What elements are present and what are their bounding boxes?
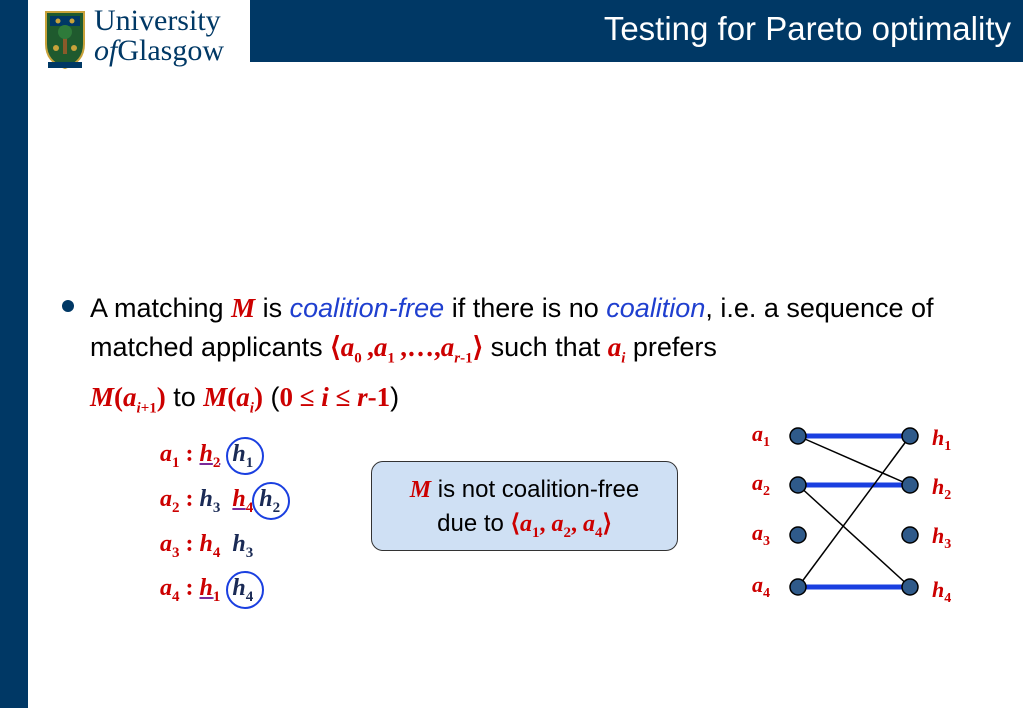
callout-line2: due to [437,510,511,537]
pref-row-a1: $a_1$ : $h_2$ $h_1$ [160,436,280,481]
formula-part: $(a_i)$ [227,382,263,417]
logo-glasgow-text [94,36,224,66]
label-h3: $h_3$ [932,523,952,552]
text: to [165,382,204,413]
callout-box [371,461,678,551]
bullet-dot [62,300,74,312]
edge-a1-h2 [798,436,910,485]
text: ( [262,382,280,413]
pref-row-a2: $a_2$ : $h_3$ $h_4$ $h_2$ [160,481,280,526]
node-a2 [790,477,806,493]
matching-symbol: M [409,477,432,503]
node-h1 [902,428,918,444]
label-a3: $a_3$ [752,520,770,549]
coalition-formula: $⟨a_1$, $a_2$, $a_4⟩$ [510,511,612,541]
text: prefers [625,332,717,362]
text: ) [390,382,400,413]
node-h3 [902,527,918,543]
term-coalition: coalition [606,293,706,323]
text: , i.e. a sequence of matched applicants [90,293,934,362]
sequence-formula: $⟨a_0$ $,a_1$ $,\dots,a_{r-1}⟩$ [330,332,484,367]
text: if there is no [444,293,607,323]
label-h4: $h_4$ [932,577,952,606]
matching-symbol: M [231,293,256,323]
left-sidebar-bar [0,0,28,708]
node-h4 [902,579,918,595]
preference-lists [160,436,280,615]
bipartite-graph [740,415,980,615]
m-ai1-formula: M [90,382,115,413]
text: is [255,293,290,323]
edge-a4-h1 [798,436,910,587]
text: A matching [90,293,232,323]
pref-row-a3: $a_3$ : $h_4$ $h_3$ [160,530,254,561]
logo-of-text: of [94,34,118,67]
node-a1 [790,428,806,444]
callout-line1: is not coalition-free [431,476,640,503]
logo-glasgow-word: Glasgow [117,34,224,67]
label-a1: $a_1$ [752,421,770,450]
node-h2 [902,477,918,493]
label-a4: $a_4$ [752,572,770,601]
pref-row-a4: $a_4$ : $h_1$ $h_4$ [160,570,280,615]
ai-symbol: $a_i$ [607,332,626,367]
university-logo [28,0,250,78]
slide-title: Testing for Pareto optimality [603,10,1011,47]
bullet-paragraph [90,289,1010,429]
label-h2: $h_2$ [932,474,952,503]
node-a3 [790,527,806,543]
crest-icon [44,10,86,70]
edge-a2-h4 [798,485,910,587]
range-formula: 0 ≤ i ≤ r-1 [279,382,391,413]
term-coalition-free: coalition-free [289,293,445,323]
formula-part: $(a_{i+1})$ [114,382,166,417]
label-h1: $h_1$ [932,425,952,454]
header-bar [250,0,1023,62]
node-a4 [790,579,806,595]
logo-university-text: University [94,4,221,37]
m-ai-formula: M [203,382,228,413]
label-a2: $a_2$ [752,470,770,499]
text: such that [483,332,608,362]
